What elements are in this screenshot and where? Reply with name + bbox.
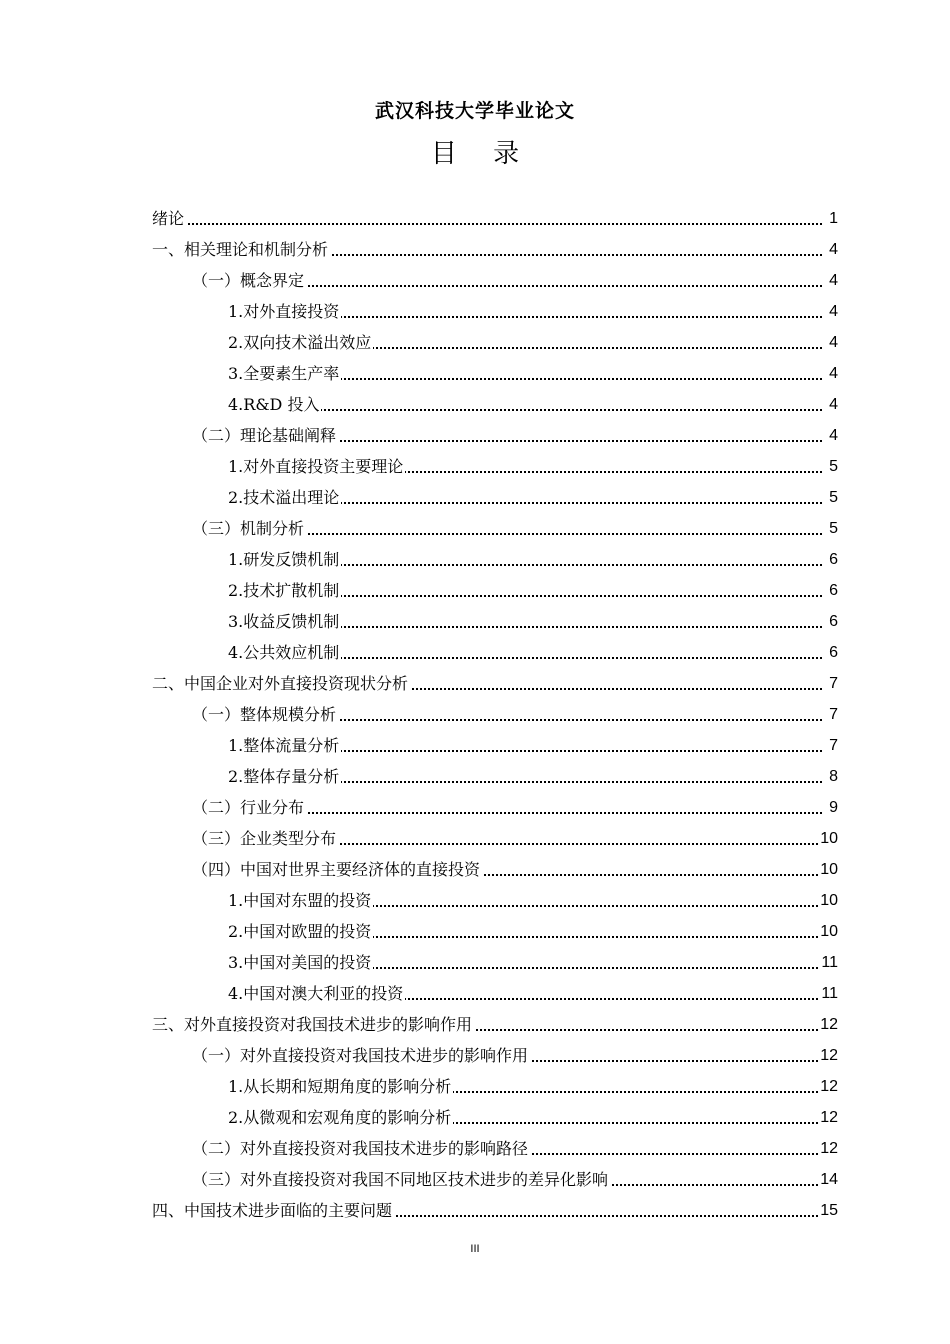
toc-entry-label: 1.对外直接投资主要理论 xyxy=(228,457,404,476)
toc-entry-page: 8 xyxy=(827,761,838,792)
toc-entry[interactable] xyxy=(152,1164,838,1195)
toc-entry-label: 3.收益反馈机制 xyxy=(228,612,340,631)
toc-entry-page: 6 xyxy=(827,637,838,668)
toc-entry-label: 1.整体流量分析 xyxy=(228,736,340,755)
toc-entry[interactable] xyxy=(152,358,838,389)
toc-entry-page: 10 xyxy=(818,854,838,885)
toc-entry-page: 7 xyxy=(827,668,838,699)
toc-entry-page: 9 xyxy=(827,792,838,823)
toc-entry-label: 一、相关理论和机制分析 xyxy=(152,240,329,259)
toc-entry-label: （二）对外直接投资对我国技术进步的影响路径 xyxy=(192,1139,529,1158)
toc-entry-label: 2.技术扩散机制 xyxy=(228,581,340,600)
toc-entry[interactable] xyxy=(152,792,838,823)
toc-entry[interactable] xyxy=(152,699,838,730)
toc-entry-label: 2.中国对欧盟的投资 xyxy=(228,922,372,941)
toc-entry-label: （三）机制分析 xyxy=(192,519,305,538)
toc-entry-page: 4 xyxy=(827,327,838,358)
toc-entry[interactable] xyxy=(152,978,838,1009)
toc-entry[interactable] xyxy=(152,389,838,420)
toc-entry-label: 四、中国技术进步面临的主要问题 xyxy=(152,1201,393,1220)
toc-entry-page: 4 xyxy=(827,358,838,389)
toc-entry-page: 12 xyxy=(818,1071,838,1102)
toc-entry[interactable] xyxy=(152,234,838,265)
toc-entry[interactable] xyxy=(152,482,838,513)
toc-entry-label: 三、对外直接投资对我国技术进步的影响作用 xyxy=(152,1015,473,1034)
toc-entry-page: 4 xyxy=(827,234,838,265)
toc-entry-label: 1.对外直接投资 xyxy=(228,302,340,321)
toc-entry-label: 2.双向技术溢出效应 xyxy=(228,333,372,352)
toc-entry[interactable] xyxy=(152,885,838,916)
toc-entry[interactable] xyxy=(152,606,838,637)
toc-entry-label: 绪论 xyxy=(152,209,185,228)
toc-entry-label: 2.从微观和宏观角度的影响分析 xyxy=(228,1108,452,1127)
toc-entry-page: 10 xyxy=(818,916,838,947)
toc-entry-page: 6 xyxy=(827,544,838,575)
toc-entry[interactable] xyxy=(152,203,838,234)
toc-entry[interactable] xyxy=(152,575,838,606)
toc-entry[interactable] xyxy=(152,761,838,792)
page-number: III xyxy=(470,1243,480,1255)
toc-entry-label: 二、中国企业对外直接投资现状分析 xyxy=(152,674,409,693)
toc-entry[interactable] xyxy=(152,947,838,978)
toc-entry[interactable] xyxy=(152,513,838,544)
toc-entry[interactable] xyxy=(152,1071,838,1102)
dot-leader xyxy=(152,223,822,225)
toc-entry[interactable] xyxy=(152,451,838,482)
toc-entry-page: 12 xyxy=(818,1009,838,1040)
toc-entry-page: 5 xyxy=(827,513,838,544)
toc-entry-page: 10 xyxy=(818,823,838,854)
toc-entry[interactable] xyxy=(152,420,838,451)
toc-entry-page: 4 xyxy=(827,389,838,420)
toc-entry[interactable] xyxy=(152,327,838,358)
toc-entry[interactable] xyxy=(152,668,838,699)
toc-entry-label: 4.中国对澳大利亚的投资 xyxy=(228,984,404,1003)
toc-entry-label: （一）整体规模分析 xyxy=(192,705,337,724)
toc-entry[interactable] xyxy=(152,637,838,668)
toc-entry[interactable] xyxy=(152,544,838,575)
toc-entry-page: 1 xyxy=(827,203,838,234)
toc-entry-label: 4.R&D 投入 xyxy=(228,395,320,414)
toc-entry[interactable] xyxy=(152,1195,838,1226)
toc-entry-page: 6 xyxy=(827,606,838,637)
toc-entry-label: 2.技术溢出理论 xyxy=(228,488,340,507)
toc-entry-page: 14 xyxy=(818,1164,838,1195)
toc-entry-label: 4.公共效应机制 xyxy=(228,643,340,662)
toc-entry-label: 1.中国对东盟的投资 xyxy=(228,891,372,910)
toc-entry-page: 12 xyxy=(818,1040,838,1071)
toc-entry-page: 10 xyxy=(818,885,838,916)
toc-entry-page: 7 xyxy=(827,730,838,761)
toc-entry-label: 1.从长期和短期角度的影响分析 xyxy=(228,1077,452,1096)
toc-entry-page: 4 xyxy=(827,296,838,327)
toc-title: 目 录 xyxy=(430,139,534,169)
toc-entry-label: 3.全要素生产率 xyxy=(228,364,340,383)
toc-entry-label: 2.整体存量分析 xyxy=(228,767,340,786)
toc-entry-page: 11 xyxy=(819,947,838,978)
toc-entry[interactable] xyxy=(152,1133,838,1164)
toc-entry-label: 1.研发反馈机制 xyxy=(228,550,340,569)
toc-entry-page: 11 xyxy=(819,978,838,1009)
toc-entry[interactable] xyxy=(152,296,838,327)
toc-entry-page: 12 xyxy=(818,1102,838,1133)
toc-entry[interactable] xyxy=(152,916,838,947)
toc-entry-label: （三）企业类型分布 xyxy=(192,829,337,848)
toc-entry-label: （二）行业分布 xyxy=(192,798,305,817)
toc-entry[interactable] xyxy=(152,823,838,854)
toc-entry[interactable] xyxy=(152,1102,838,1133)
toc-entry-page: 6 xyxy=(827,575,838,606)
toc-entry-label: 3.中国对美国的投资 xyxy=(228,953,372,972)
toc-entry-page: 5 xyxy=(827,482,838,513)
toc-entry-label: （二）理论基础阐释 xyxy=(192,426,337,445)
toc-entry-page: 5 xyxy=(827,451,838,482)
toc-entry-page: 4 xyxy=(827,420,838,451)
toc-entry-page: 15 xyxy=(818,1195,838,1226)
toc-entry[interactable] xyxy=(152,730,838,761)
table-of-contents xyxy=(152,203,838,1226)
toc-entry[interactable] xyxy=(152,854,838,885)
toc-entry-label: （三）对外直接投资对我国不同地区技术进步的差异化影响 xyxy=(192,1170,609,1189)
toc-entry-page: 7 xyxy=(827,699,838,730)
toc-entry-page: 12 xyxy=(818,1133,838,1164)
toc-entry[interactable] xyxy=(152,1040,838,1071)
toc-entry[interactable] xyxy=(152,265,838,296)
toc-entry-label: （四）中国对世界主要经济体的直接投资 xyxy=(192,860,481,879)
toc-entry-label: （一）对外直接投资对我国技术进步的影响作用 xyxy=(192,1046,529,1065)
document-header: 武汉科技大学毕业论文 xyxy=(374,100,575,122)
toc-entry-label: （一）概念界定 xyxy=(192,271,305,290)
toc-entry-page: 4 xyxy=(827,265,838,296)
toc-entry[interactable] xyxy=(152,1009,838,1040)
